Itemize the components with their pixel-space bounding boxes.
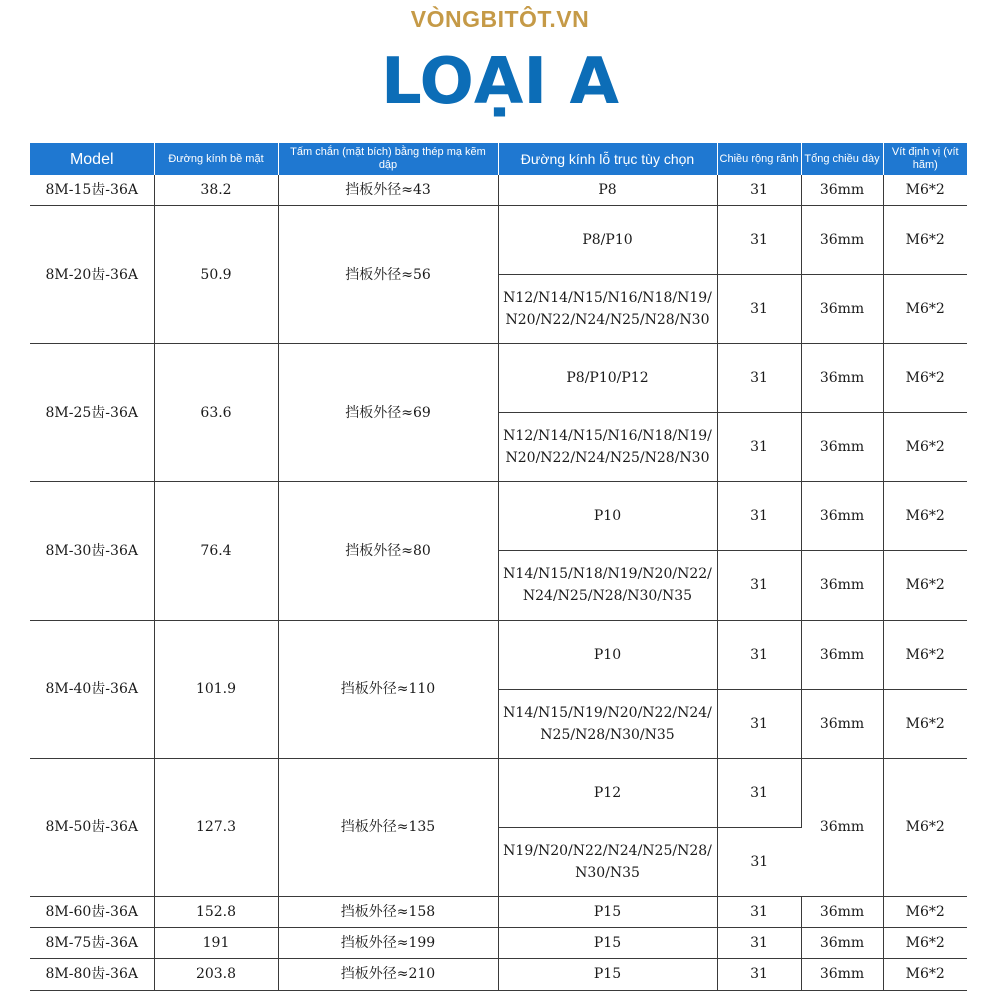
screw-cell: M6*2	[883, 175, 967, 206]
thickness-cell: 36mm	[801, 206, 883, 275]
baffle-cell: 挡板外径≈80	[278, 482, 498, 620]
brand-logo: VÒNGBITÔT.VN	[410, 6, 590, 32]
table-row	[30, 206, 967, 275]
shaft-bore-cell: P8/P10	[498, 206, 717, 275]
shaft-bore-cell: P15	[498, 896, 717, 927]
shaft-bore-cell: P10	[498, 620, 717, 689]
shaft-bore-cell: P8/P10/P12	[498, 344, 717, 413]
model-cell: 8M-25齿-36A	[30, 344, 154, 482]
diameter-cell: 101.9	[154, 620, 278, 758]
diameter-cell: 76.4	[154, 482, 278, 620]
groove-cell: 31	[717, 827, 801, 896]
screw-cell: M6*2	[883, 896, 967, 927]
baffle-cell: 挡板外径≈210	[278, 958, 498, 990]
diameter-cell: 127.3	[154, 758, 278, 896]
diameter-cell: 38.2	[154, 175, 278, 206]
table-row	[30, 896, 967, 927]
header-total-thickness: Tổng chiều dày	[801, 143, 883, 175]
shaft-bore-cell: N14/N15/N18/N19/N20/N22/N24/N25/N28/N30/N35	[498, 551, 717, 620]
groove-cell: 31	[717, 482, 801, 551]
screw-cell: M6*2	[883, 927, 967, 958]
thickness-cell: 36mm	[801, 896, 883, 927]
header-groove-width: Chiều rộng rãnh	[717, 143, 801, 175]
model-cell: 8M-75齿-36A	[30, 927, 154, 958]
groove-cell: 31	[717, 896, 801, 927]
shaft-bore-cell: P12	[498, 758, 717, 827]
groove-cell: 31	[717, 344, 801, 413]
thickness-cell: 36mm	[801, 758, 883, 896]
screw-cell: M6*2	[883, 206, 967, 275]
model-cell: 8M-15齿-36A	[30, 175, 154, 206]
thickness-cell: 36mm	[801, 551, 883, 620]
table-row	[30, 758, 967, 827]
screw-cell: M6*2	[883, 344, 967, 413]
shaft-bore-cell: P10	[498, 482, 717, 551]
groove-cell: 31	[717, 958, 801, 990]
screw-cell: M6*2	[883, 275, 967, 344]
baffle-cell: 挡板外径≈110	[278, 620, 498, 758]
thickness-cell: 36mm	[801, 927, 883, 958]
baffle-cell: 挡板外径≈199	[278, 927, 498, 958]
spec-table	[30, 143, 967, 991]
model-cell: 8M-40齿-36A	[30, 620, 154, 758]
thickness-cell: 36mm	[801, 275, 883, 344]
screw-cell: M6*2	[883, 620, 967, 689]
baffle-cell: 挡板外径≈158	[278, 896, 498, 927]
header-model: Model	[30, 143, 154, 175]
shaft-bore-cell: N19/N20/N22/N24/N25/N28/N30/N35	[498, 827, 717, 896]
groove-cell: 31	[717, 275, 801, 344]
screw-cell: M6*2	[883, 689, 967, 758]
table-row	[30, 958, 967, 990]
baffle-cell: 挡板外径≈135	[278, 758, 498, 896]
groove-cell: 31	[717, 175, 801, 206]
page-title: LOẠI A	[380, 45, 620, 119]
header-row	[30, 143, 967, 175]
thickness-cell: 36mm	[801, 689, 883, 758]
diameter-cell: 191	[154, 927, 278, 958]
baffle-cell: 挡板外径≈56	[278, 206, 498, 344]
table-row	[30, 620, 967, 689]
header-set-screw: Vít định vị (vít hãm)	[883, 143, 967, 175]
shaft-bore-cell: N12/N14/N15/N16/N18/N19/N20/N22/N24/N25/N28/N30	[498, 413, 717, 482]
thickness-cell: 36mm	[801, 175, 883, 206]
baffle-cell: 挡板外径≈69	[278, 344, 498, 482]
model-cell: 8M-80齿-36A	[30, 958, 154, 990]
model-cell: 8M-50齿-36A	[30, 758, 154, 896]
screw-cell: M6*2	[883, 413, 967, 482]
groove-cell: 31	[717, 551, 801, 620]
screw-cell: M6*2	[883, 958, 967, 990]
thickness-cell: 36mm	[801, 344, 883, 413]
diameter-cell: 203.8	[154, 958, 278, 990]
model-cell: 8M-20齿-36A	[30, 206, 154, 344]
screw-cell: M6*2	[883, 758, 967, 896]
shaft-bore-cell: N12/N14/N15/N16/N18/N19/N20/N22/N24/N25/N28/N30	[498, 275, 717, 344]
diameter-cell: 152.8	[154, 896, 278, 927]
model-cell: 8M-60齿-36A	[30, 896, 154, 927]
header-surface-diameter: Đường kính bề mặt	[154, 143, 278, 175]
groove-cell: 31	[717, 620, 801, 689]
groove-cell: 31	[717, 758, 801, 827]
header-baffle: Tấm chắn (mặt bích) bằng thép mạ kẽm dập	[278, 143, 498, 175]
header-shaft-bore: Đường kính lỗ trục tùy chọn	[498, 143, 717, 175]
screw-cell: M6*2	[883, 551, 967, 620]
thickness-cell: 36mm	[801, 620, 883, 689]
table-row	[30, 175, 967, 206]
thickness-cell: 36mm	[801, 413, 883, 482]
model-cell: 8M-30齿-36A	[30, 482, 154, 620]
diameter-cell: 63.6	[154, 344, 278, 482]
table-row	[30, 482, 967, 551]
groove-cell: 31	[717, 927, 801, 958]
baffle-cell: 挡板外径≈43	[278, 175, 498, 206]
shaft-bore-cell: N14/N15/N19/N20/N22/N24/N25/N28/N30/N35	[498, 689, 717, 758]
groove-cell: 31	[717, 413, 801, 482]
shaft-bore-cell: P15	[498, 927, 717, 958]
thickness-cell: 36mm	[801, 482, 883, 551]
shaft-bore-cell: P8	[498, 175, 717, 206]
diameter-cell: 50.9	[154, 206, 278, 344]
screw-cell: M6*2	[883, 482, 967, 551]
table-row	[30, 344, 967, 413]
groove-cell: 31	[717, 206, 801, 275]
thickness-cell: 36mm	[801, 958, 883, 990]
table-row	[30, 927, 967, 958]
shaft-bore-cell: P15	[498, 958, 717, 990]
groove-cell: 31	[717, 689, 801, 758]
